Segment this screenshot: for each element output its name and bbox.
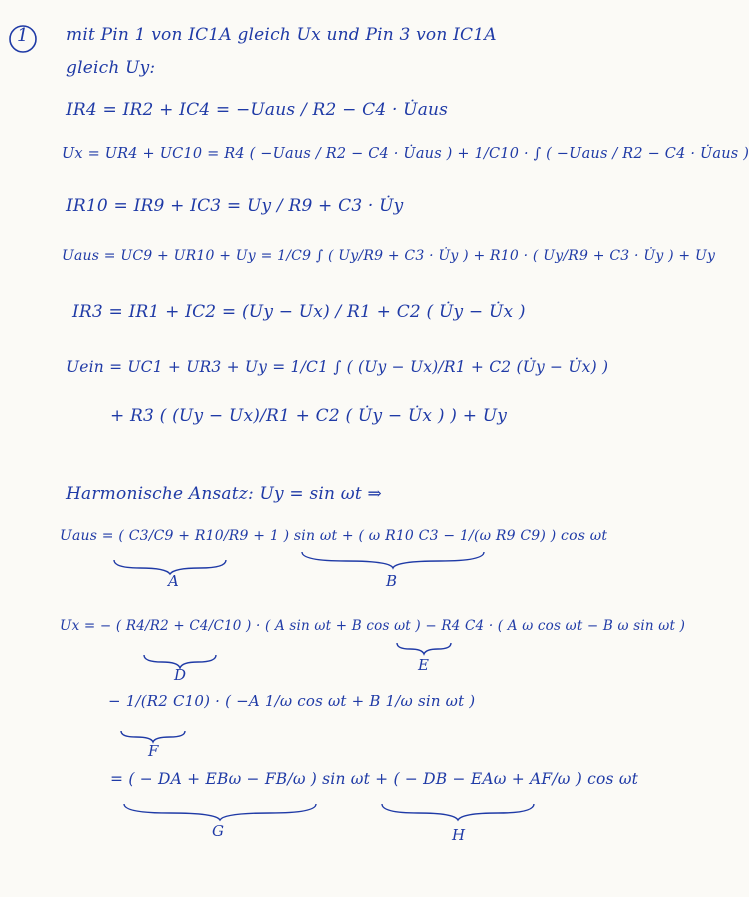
line-9: + R3 ( (Uy − Ux)/R1 + C2 ( U̇y − U̇x ) ) + Uy bbox=[110, 406, 508, 426]
label-h: H bbox=[452, 826, 466, 844]
line-14: = ( − DA + EBω − FB/ω ) sin ωt + ( − DB − EAω + AF/ω ) cos ωt bbox=[110, 770, 639, 788]
brace-e bbox=[394, 640, 454, 656]
label-b: B bbox=[386, 572, 398, 590]
label-f: F bbox=[148, 742, 159, 760]
line-1: mit Pin 1 von IC1A gleich Ux und Pin 3 von IC1A bbox=[66, 25, 497, 45]
brace-b bbox=[298, 548, 488, 570]
page-number: 1 bbox=[17, 25, 29, 46]
label-a: A bbox=[168, 572, 179, 590]
line-13: − 1/(R2 C10) · ( −A 1/ω cos ωt + B 1/ω sin ωt ) bbox=[108, 692, 476, 710]
brace-g bbox=[120, 800, 320, 822]
line-12: Ux = − ( R4/R2 + C4/C10 ) · ( A sin ωt + B cos ωt ) − R4 C4 · ( A ω cos ωt − B ω sin ωt ) bbox=[60, 618, 686, 634]
line-8: Uein = UC1 + UR3 + Uy = 1/C1 ∫ ( (Uy − Ux)/R1 + C2 (U̇y − U̇x) ) bbox=[66, 358, 609, 376]
line-3: IR4 = IR2 + IC4 = −Uaus / R2 − C4 · U̇aus bbox=[66, 100, 449, 120]
brace-h bbox=[378, 800, 538, 822]
line-7: IR3 = IR1 + IC2 = (Uy − Ux) / R1 + C2 ( U̇y − U̇x ) bbox=[72, 302, 526, 322]
label-d: D bbox=[174, 666, 187, 684]
line-10: Harmonische Ansatz: Uy = sin ωt ⇒ bbox=[66, 484, 382, 504]
line-5: IR10 = IR9 + IC3 = Uy / R9 + C3 · U̇y bbox=[66, 196, 404, 216]
label-e: E bbox=[418, 656, 429, 674]
line-6: Uaus = UC9 + UR10 + Uy = 1/C9 ∫ ( Uy/R9 + C3 · U̇y ) + R10 · ( Uy/R9 + C3 · U̇y ) + Uy bbox=[62, 248, 716, 264]
label-g: G bbox=[212, 822, 224, 840]
line-11: Uaus = ( C3/C9 + R10/R9 + 1 ) sin ωt + ( ω R10 C3 − 1/(ω R9 C9) ) cos ωt bbox=[60, 528, 608, 544]
line-2: gleich Uy: bbox=[66, 58, 156, 78]
line-4: Ux = UR4 + UC10 = R4 ( −Uaus / R2 − C4 · U̇aus ) + 1/C10 · ∫ ( −Uaus / R2 − C4 · U̇aus ) bbox=[62, 146, 749, 162]
